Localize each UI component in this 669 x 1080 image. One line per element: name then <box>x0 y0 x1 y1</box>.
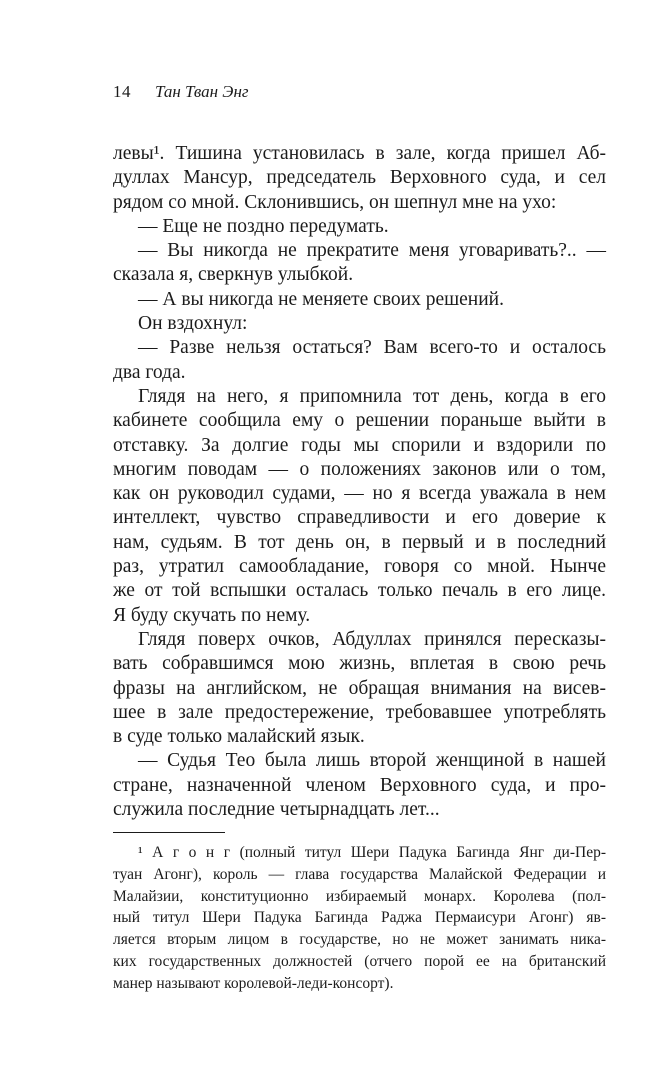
text-line: ¹ А г о н г (полный титул Шери Падука Багинда Янг ди-Пер- <box>138 844 606 862</box>
text-line: — Еще не поздно передумать. <box>138 215 389 237</box>
text-line: многим поводам — о положениях законов или о том, <box>113 458 606 480</box>
text-line: кабинете сообщила ему о решении пораньше выйти в <box>113 410 606 432</box>
text-line: сказала я, сверкнув улыбкой. <box>113 264 354 286</box>
text-line: — Судья Тео была лишь второй женщиной в нашей <box>138 750 606 772</box>
text-line: два года. <box>113 361 186 383</box>
text-line: рядом со мной. Склонившись, он шепнул мне на ухо: <box>113 191 557 213</box>
text-line: Малайзии, конституционно избираемый монарх. Королева (пол- <box>113 887 606 905</box>
text-line: как он руководил судами, — но я всегда уважала в нем <box>113 483 606 505</box>
body-text <box>113 142 606 822</box>
page-number: 14 <box>113 82 131 101</box>
text-line: стране, назначенной членом Верховного суда, и про- <box>113 774 606 796</box>
text-line: Глядя поверх очков, Абдуллах принялся пересказы- <box>138 628 606 650</box>
text-line: же от той вспышки осталась только печаль в его лице. <box>113 580 606 602</box>
text-line: Я буду скучать по нему. <box>113 604 311 626</box>
text-line: — А вы никогда не меняете своих решений. <box>138 288 504 310</box>
footnote-text <box>113 842 606 994</box>
text-line: туан Агонг), король — глава государства Малайской Федерации и <box>113 866 606 884</box>
text-line: левы¹. Тишина установилась в зале, когда пришел Аб- <box>113 143 606 164</box>
text-line: интеллект, чувство справедливости и его доверие к <box>113 507 606 529</box>
text-line: ный титул Шери Падука Багинда Раджа Пермаисури Агонг) яв- <box>113 909 606 927</box>
text-line: Он вздохнул: <box>138 313 248 335</box>
text-line: — Вы никогда не прекратите меня уговаривать?.. — <box>138 240 606 262</box>
text-line: — Разве нельзя остаться? Вам всего-то и осталось <box>138 337 606 359</box>
text-line: ких государственных должностей (отчего порой ее на британский <box>113 952 606 970</box>
text-line: нам, судьям. В тот день он, в первый и в последний <box>113 531 606 553</box>
text-line: отставку. За долгие годы мы спорили и вздорили по <box>113 434 606 456</box>
text-line: вать собравшимся мою жизнь, вплетая в свою речь <box>113 653 606 675</box>
footnote-separator <box>113 832 225 833</box>
text-line: служила последние четырнадцать лет... <box>113 799 440 821</box>
text-line: фразы на английском, не обращая внимания на висев- <box>113 677 606 699</box>
text-line: Глядя на него, я припомнила тот день, когда в его <box>138 385 606 407</box>
text-line: в суде только малайский язык. <box>113 726 365 748</box>
running-head <box>113 82 606 102</box>
text-line: раз, утратил самообладание, говоря со мной. Нынче <box>113 556 606 578</box>
text-line: шее в зале предостережение, требовавшее употреблять <box>113 701 606 723</box>
text-line: ляется вторым лицом в государстве, но не может занимать ника- <box>113 931 606 949</box>
running-title: Тан Тван Энг <box>155 82 249 101</box>
text-line: манер называют королевой-леди-консорт). <box>113 974 394 992</box>
text-line: дуллах Мансур, председатель Верховного суда, и сел <box>113 167 606 189</box>
